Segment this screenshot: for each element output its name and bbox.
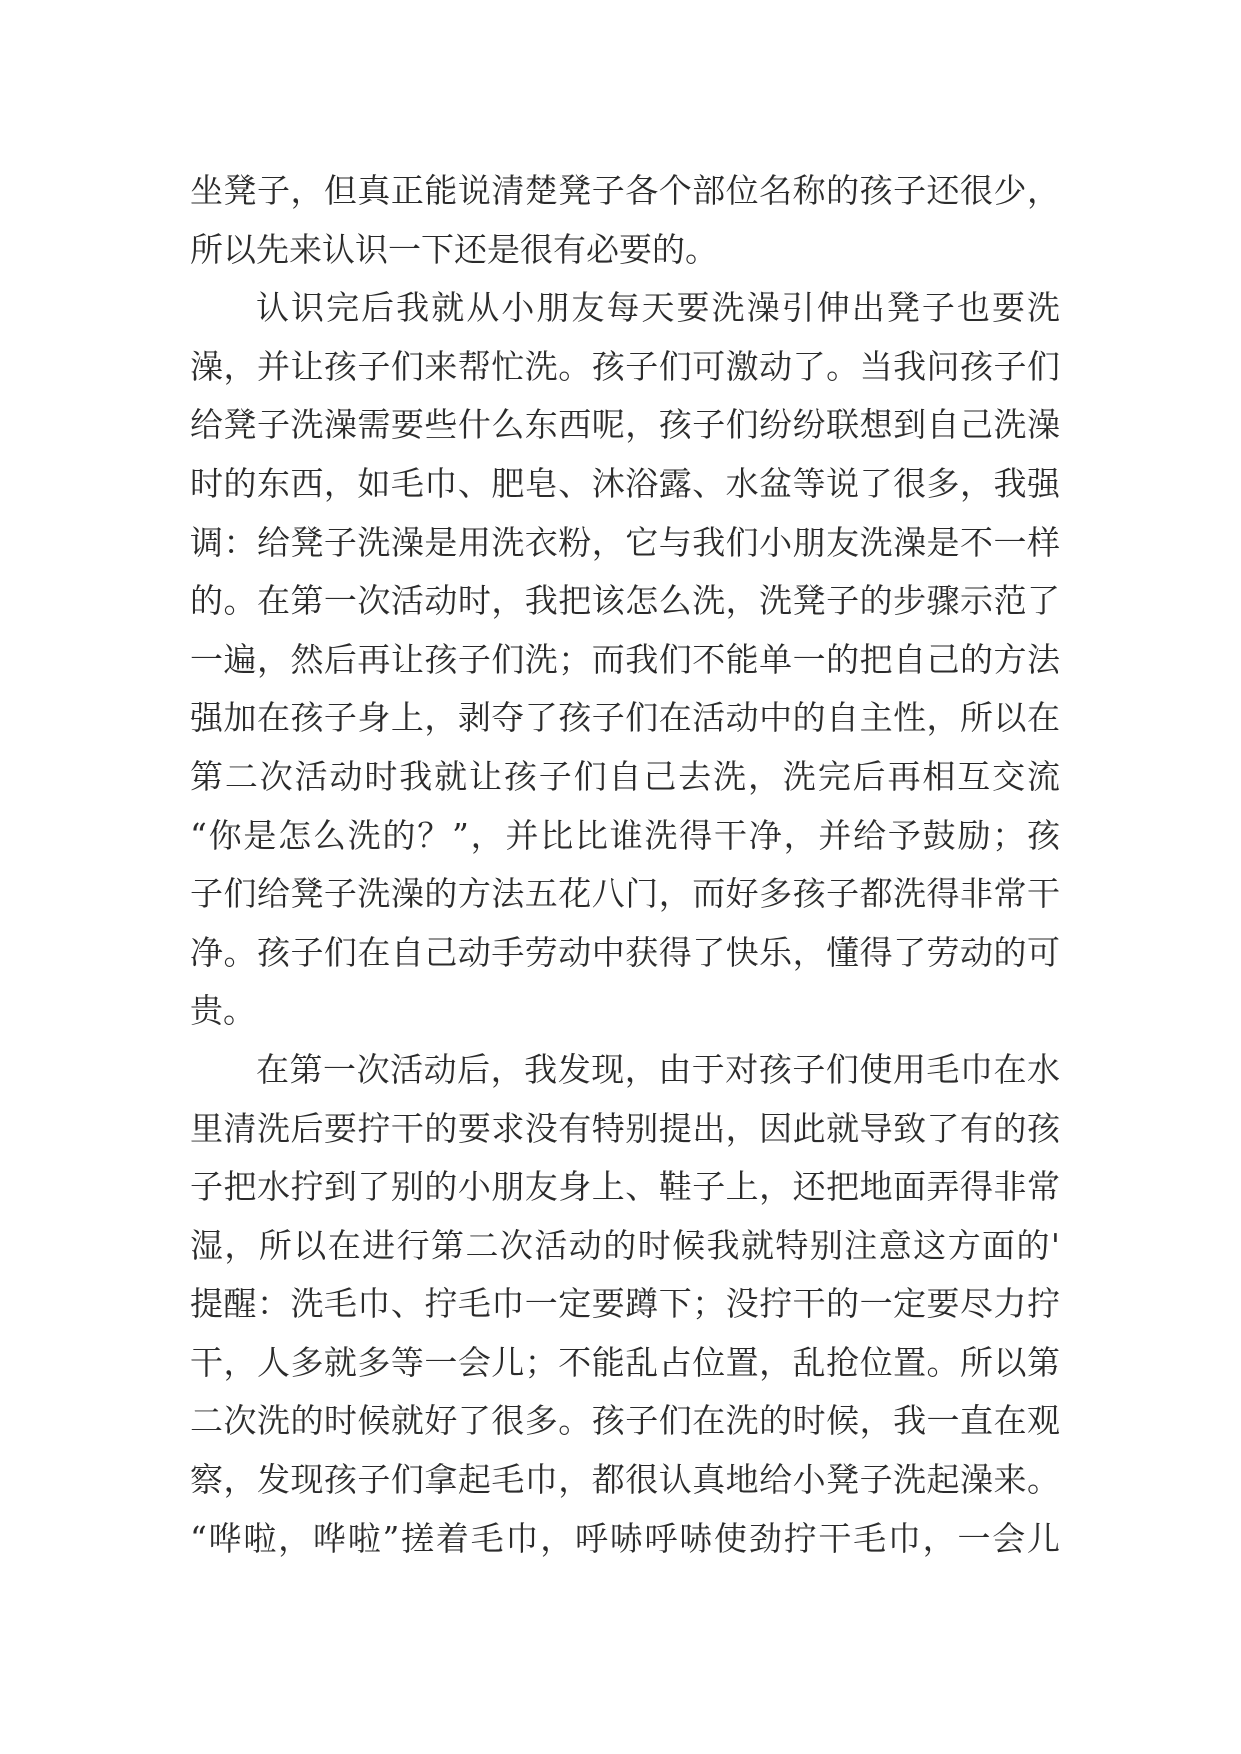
text-line: “你是怎么洗的？”，并比比谁洗得干净，并给予鼓励；孩 [190, 815, 1060, 855]
text-line: 认识完后我就从小朋友每天要洗澡引伸出凳子也要洗 [256, 288, 1060, 328]
text-line: 第二次活动时我就让孩子们自己去洗，洗完后再相互交流 [190, 756, 1060, 796]
text-line: 净。孩子们在自己动手劳动中获得了快乐，懂得了劳动的可 [190, 932, 1060, 972]
text-line: 子把水拧到了别的小朋友身上、鞋子上，还把地面弄得非常 [190, 1167, 1060, 1207]
text-line: 在第一次活动后，我发现，由于对孩子们使用毛巾在水 [256, 1049, 1060, 1089]
text-line: 所以先来认识一下还是很有必要的。 [190, 229, 718, 269]
text-line: 贵。 [190, 991, 256, 1031]
text-line: 二次洗的时候就好了很多。孩子们在洗的时候，我一直在观 [190, 1401, 1060, 1441]
text-line: 子们给凳子洗澡的方法五花八门，而好多孩子都洗得非常干 [190, 874, 1060, 914]
text-line: 时的东西，如毛巾、肥皂、沐浴露、水盆等说了很多，我强 [190, 463, 1060, 503]
text-line: 强加在孩子身上，剥夺了孩子们在活动中的自主性，所以在 [190, 698, 1060, 738]
text-line: 干，人多就多等一会儿；不能乱占位置，乱抢位置。所以第 [190, 1342, 1060, 1382]
text-line: 给凳子洗澡需要些什么东西呢，孩子们纷纷联想到自己洗澡 [190, 405, 1060, 445]
text-line: 提醒：洗毛巾、拧毛巾一定要蹲下；没拧干的一定要尽力拧 [190, 1284, 1060, 1324]
text-line: 澡，并让孩子们来帮忙洗。孩子们可激动了。当我问孩子们 [190, 346, 1060, 386]
body-text [190, 162, 1060, 1568]
text-line: “哗啦，哗啦”搓着毛巾，呼哧呼哧使劲拧干毛巾，一会儿 [190, 1518, 1060, 1558]
text-line: 一遍，然后再让孩子们洗；而我们不能单一的把自己的方法 [190, 639, 1060, 679]
text-line: 调：给凳子洗澡是用洗衣粉，它与我们小朋友洗澡是不一样 [190, 522, 1060, 562]
text-line: 湿，所以在进行第二次活动的时候我就特别注意这方面的' [190, 1225, 1060, 1265]
text-line: 里清洗后要拧干的要求没有特别提出，因此就导致了有的孩 [190, 1108, 1060, 1148]
text-line: 察，发现孩子们拿起毛巾，都很认真地给小凳子洗起澡来。 [190, 1460, 1060, 1500]
text-line: 的。在第一次活动时，我把该怎么洗，洗凳子的步骤示范了 [190, 581, 1060, 621]
text-line: 坐凳子，但真正能说清楚凳子各个部位名称的孩子还很少， [190, 171, 1060, 210]
